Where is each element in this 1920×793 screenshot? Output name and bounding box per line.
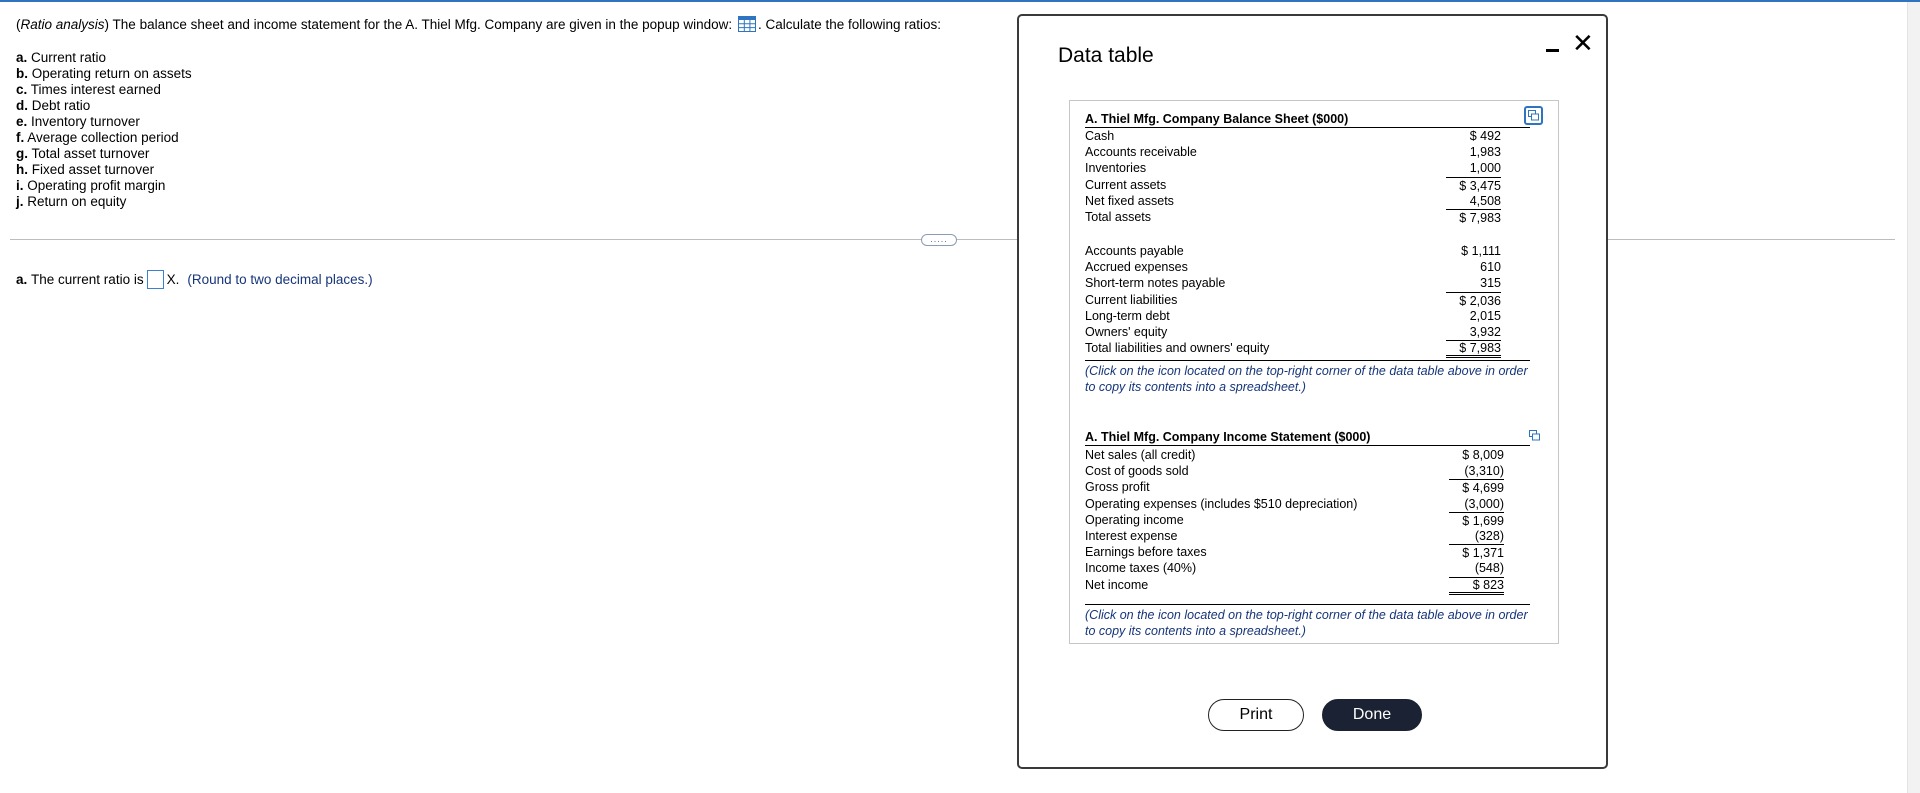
ratio-item: a. Current ratio bbox=[16, 50, 107, 65]
income-statement-rows bbox=[1085, 447, 1530, 593]
page-scrollbar[interactable] bbox=[1907, 2, 1920, 793]
table-row: Interest expense (328) bbox=[1085, 528, 1504, 543]
ratio-item: f. Average collection period bbox=[16, 130, 179, 145]
table-row: Owners' equity 3,932 bbox=[1085, 324, 1501, 339]
question-body: ) The balance sheet and income statement for the A. Thiel Mfg. Company are given in the popup window: bbox=[104, 17, 733, 32]
data-table-panel bbox=[1069, 100, 1559, 644]
table-row: Cash $ 492 bbox=[1085, 129, 1501, 143]
ratio-item: e. Inventory turnover bbox=[16, 114, 140, 129]
ratio-item: d. Debt ratio bbox=[16, 98, 91, 113]
question-topic: Ratio analysis bbox=[20, 17, 105, 32]
ratio-item: c. Times interest earned bbox=[16, 82, 161, 97]
table-row: Gross profit $ 4,699 bbox=[1085, 480, 1504, 496]
table-row: Earnings before taxes $ 1,371 bbox=[1085, 545, 1504, 561]
question-text bbox=[16, 16, 941, 32]
table-row: Operating income $ 1,699 bbox=[1085, 512, 1504, 528]
question-suffix: . Calculate the following ratios: bbox=[757, 17, 942, 32]
table-row: Accrued expenses 610 bbox=[1085, 260, 1501, 275]
balance-sheet-note: (Click on the icon located on the top-right corner of the data table above in order to copy its contents into a spreadsheet.) bbox=[1085, 364, 1528, 394]
table-row: Current liabilities $ 2,036 bbox=[1085, 292, 1501, 308]
table-row: Net fixed assets 4,508 bbox=[1085, 193, 1501, 208]
balance-sheet-assets bbox=[1085, 128, 1530, 225]
table-row: Total assets $ 7,983 bbox=[1085, 209, 1501, 225]
ratio-item: i. Operating profit margin bbox=[16, 178, 166, 193]
done-button[interactable]: Done bbox=[1322, 699, 1422, 731]
table-row: Inventories 1,000 bbox=[1085, 161, 1501, 176]
ratio-item: b. Operating return on assets bbox=[16, 66, 192, 81]
table-row: Operating expenses (includes $510 depreciation) (3,000) bbox=[1085, 496, 1504, 511]
data-table-dialog bbox=[1017, 14, 1608, 769]
ratio-list bbox=[16, 50, 192, 210]
answer-letter: a. bbox=[16, 272, 28, 287]
income-statement-title: A. Thiel Mfg. Company Income Statement ($000) bbox=[1085, 430, 1371, 444]
income-statement-rule bbox=[1085, 445, 1530, 446]
print-button[interactable]: Print bbox=[1208, 699, 1304, 731]
close-icon[interactable]: ✕ bbox=[1572, 28, 1594, 58]
table-row: Net sales (all credit) $ 8,009 bbox=[1085, 448, 1504, 462]
table-row: Total liabilities and owners' equity $ 7,983 bbox=[1085, 340, 1530, 356]
table-icon[interactable] bbox=[738, 16, 756, 32]
top-accent-line bbox=[0, 0, 1920, 2]
copy-to-spreadsheet-icon[interactable] bbox=[1529, 428, 1540, 446]
table-row: Cost of goods sold (3,310) bbox=[1085, 464, 1504, 479]
expand-collapse-button[interactable]: ..... bbox=[921, 234, 957, 246]
rounding-hint: (Round to two decimal places.) bbox=[187, 272, 373, 287]
dialog-title: Data table bbox=[1058, 44, 1154, 67]
minimize-icon[interactable] bbox=[1546, 42, 1560, 56]
copy-to-spreadsheet-icon[interactable] bbox=[1524, 106, 1543, 125]
table-row: Current assets $ 3,475 bbox=[1085, 177, 1501, 193]
balance-sheet-title: A. Thiel Mfg. Company Balance Sheet ($000) bbox=[1085, 112, 1349, 126]
table-row: Income taxes (40%) (548) bbox=[1085, 561, 1504, 576]
table-row: Long-term debt 2,015 bbox=[1085, 308, 1501, 323]
ratio-item: g. Total asset turnover bbox=[16, 146, 150, 161]
question-prefix: ( bbox=[16, 17, 21, 32]
table-row: Accounts payable $ 1,111 bbox=[1085, 244, 1501, 258]
table-row: Short-term notes payable 315 bbox=[1085, 276, 1501, 291]
table-row: Net income $ 823 bbox=[1085, 577, 1530, 593]
income-statement-note-rule bbox=[1085, 604, 1530, 605]
answer-line bbox=[16, 270, 373, 289]
current-ratio-input[interactable] bbox=[147, 270, 164, 289]
ratio-item: j. Return on equity bbox=[16, 194, 127, 209]
answer-prompt: The current ratio is bbox=[31, 272, 144, 287]
answer-unit: X. bbox=[166, 272, 180, 287]
balance-sheet-note-rule bbox=[1085, 360, 1530, 361]
ratio-item: h. Fixed asset turnover bbox=[16, 162, 155, 177]
income-statement-note: (Click on the icon located on the top-right corner of the data table above in order to copy its contents into a spreadsheet.) bbox=[1085, 608, 1528, 638]
balance-sheet-liabilities bbox=[1085, 243, 1530, 356]
table-row: Accounts receivable 1,983 bbox=[1085, 145, 1501, 160]
